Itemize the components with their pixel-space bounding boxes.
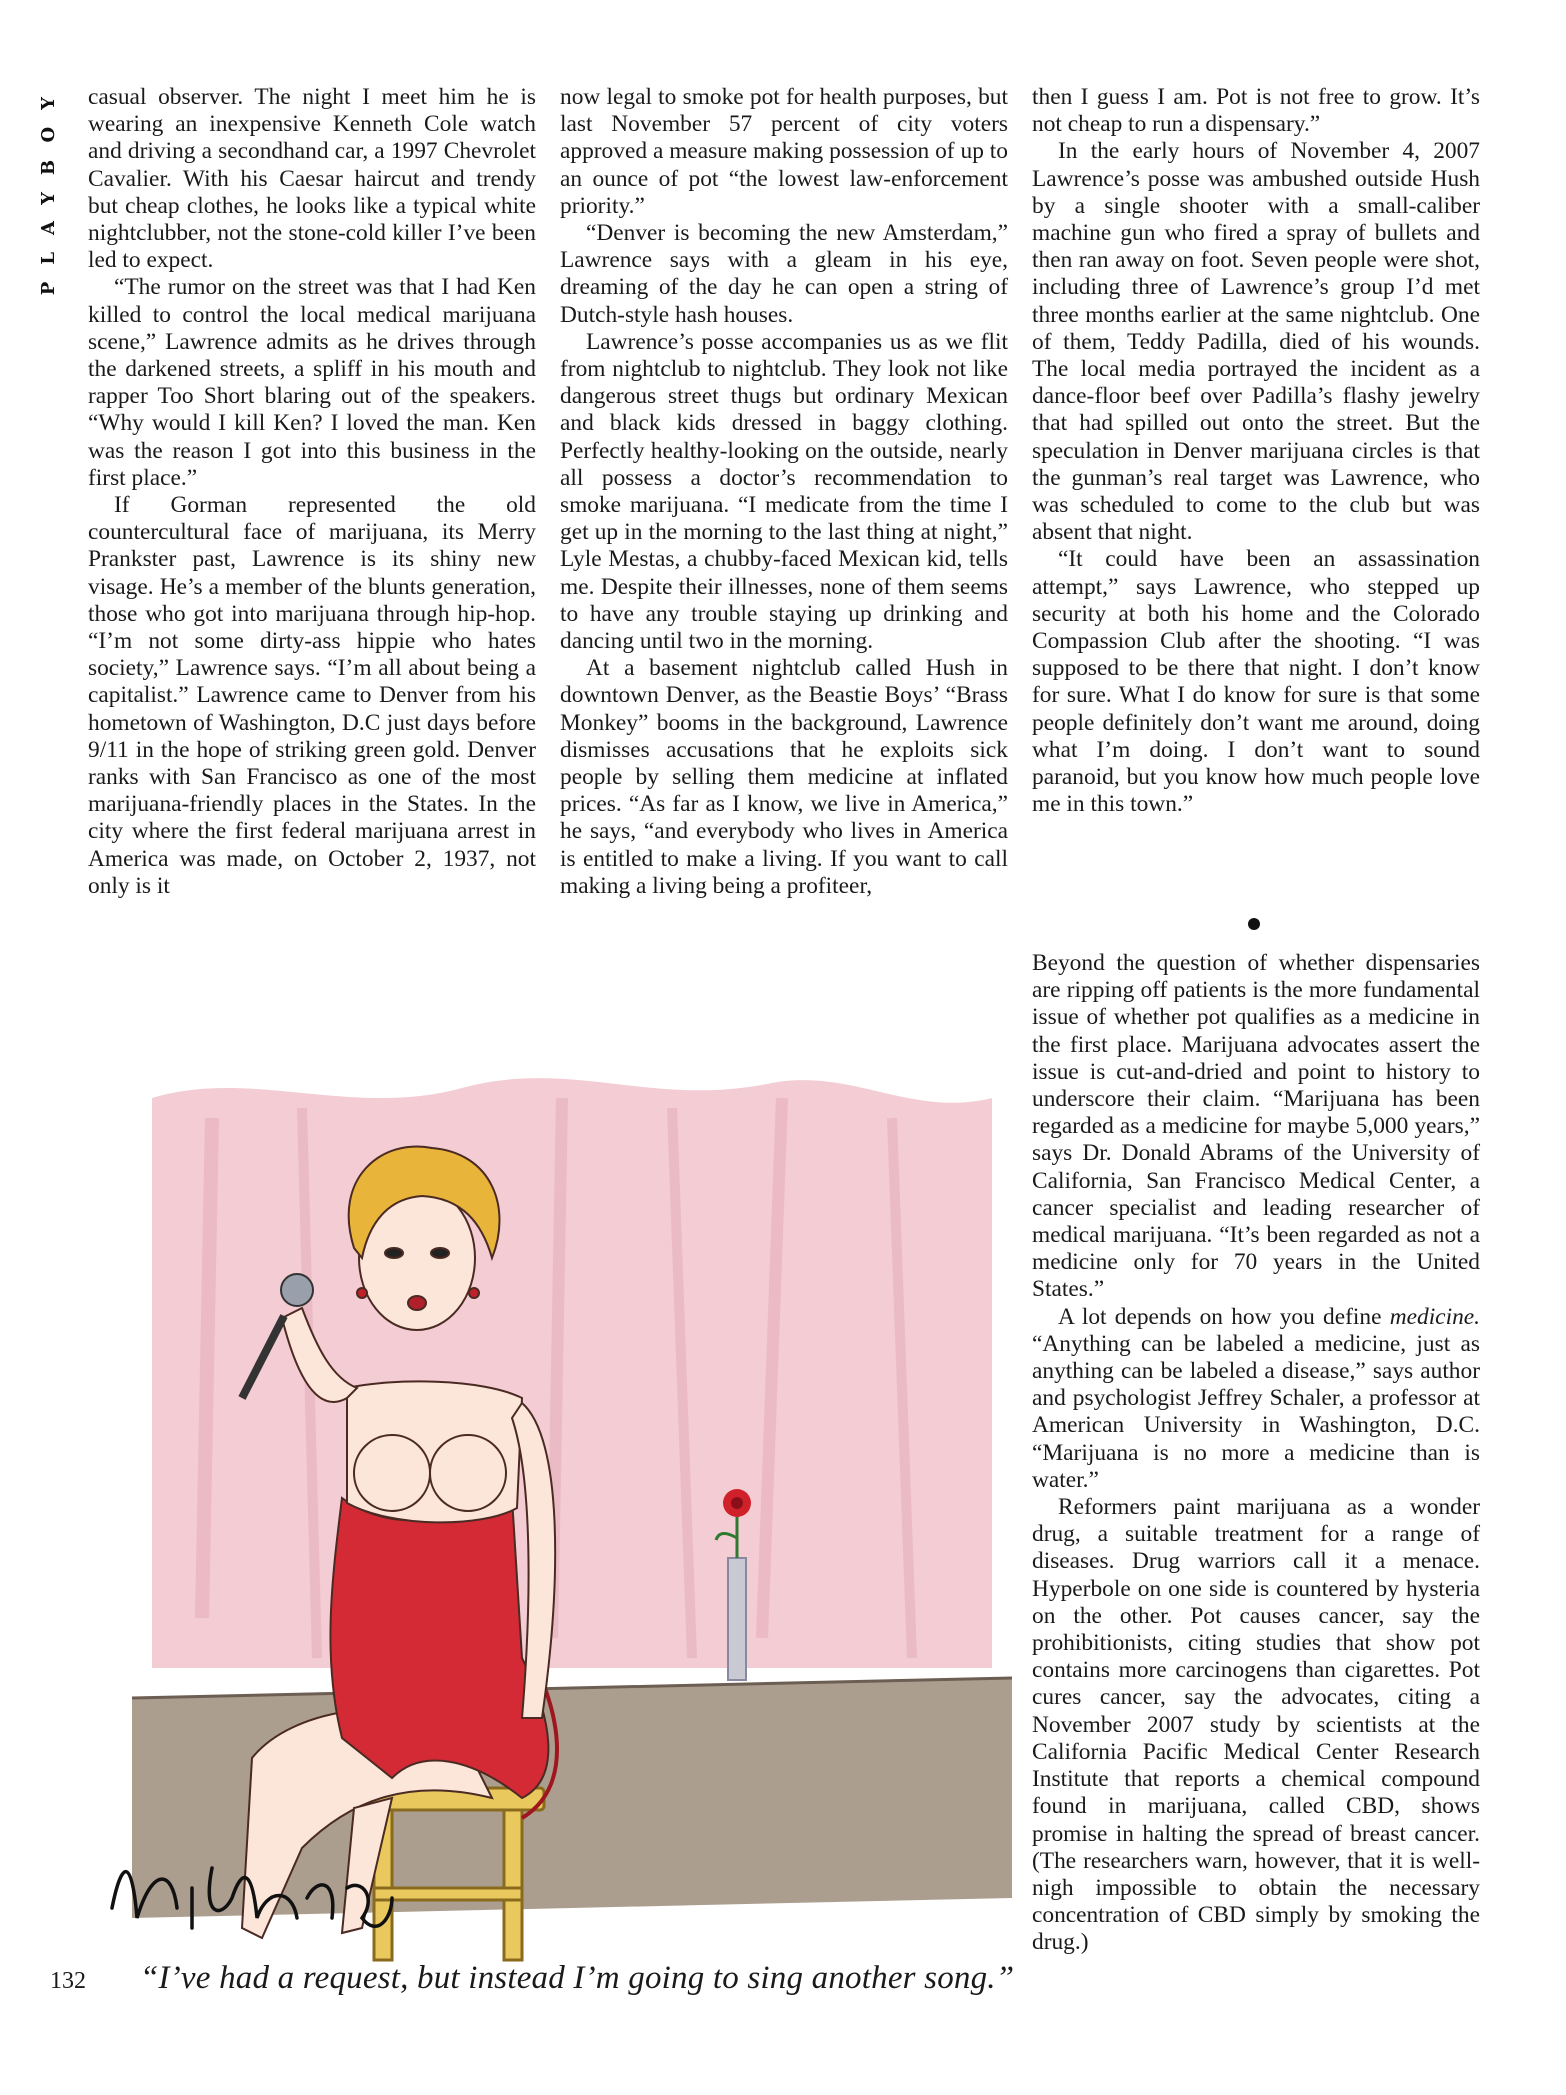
paragraph: now legal to smoke pot for health purposes, but last November 57 percent of city voters approved a measure making possession of up to an ounce of pot “the lowest law-enforcement priority.” bbox=[560, 84, 1008, 219]
emphasized-word: medicine. bbox=[1389, 1303, 1480, 1330]
article-column-3-top bbox=[1032, 84, 1480, 818]
paragraph: A lot depends on how you define medicine. “Anything can be labeled a medicine, just as anything can be labeled a disease,” says author and psychologist Jeffrey Schaler, a professor at American University in Washington, D.C. “Marijuana is no more a medicine than is water.” bbox=[1032, 1303, 1480, 1493]
article-column-1 bbox=[88, 84, 536, 900]
red-dress bbox=[330, 1498, 548, 1798]
paragraph: At a basement nightclub called Hush in downtown Denver, as the Beastie Boys’ “Brass Monkey” booms in the background, Lawrence dismisses accusations that he exploits sick people by selling them medicine at inflated prices. “As far as I know, we live in America,” he says, “and everybody who lives in America is entitled to make a living. If you want to call making a living being a profiteer, bbox=[560, 655, 1008, 899]
paragraph: “Denver is becoming the new Amsterdam,” Lawrence says with a gleam in his eye, dreaming of the day he can open a string of Dutch-style hash houses. bbox=[560, 220, 1008, 328]
section-break-dot bbox=[1248, 918, 1260, 930]
paragraph: “It could have been an assassination attempt,” says Lawrence, who stepped up security at both his home and the Colorado Compassion Club after the shooting. “I was supposed to be there that night. I don’t know for sure. What I do know for sure is that some people definitely don’t want me around, doing what I’m doing. I don’t want to sound paranoid, but you know how much people love me in this town.” bbox=[1032, 546, 1480, 818]
paragraph: Lawrence’s posse accompanies us as we flit from nightclub to nightclub. They look not like dangerous street thugs but ordinary Mexican and black kids dressed in baggy clothing. Perfectly healthy-looking on the outside, nearly all possess a doctor’s recommendation to smoke marijuana. “I medicate from the time I get up in the morning to the last thing at night,” Lyle Mestas, a chubby-faced Mexican kid, tells me. Despite their illnesses, none of them seems to have any trouble staying up drinking and dancing until two in the morning. bbox=[560, 328, 1008, 655]
paragraph: casual observer. The night I meet him he is wearing an inexpensive Kenneth Cole watch and driving a secondhand car, a 1997 Chevrolet Cavalier. With his Caesar haircut and trendy but cheap clothes, he looks like a typical white nightclubber, not the stone-cold killer I’ve been led to expect. bbox=[88, 84, 536, 274]
paragraph: If Gorman represented the old countercultural face of marijuana, its Merry Prankster past, Lawrence is its shiny new visage. He’s a member of the blunts generation, those who got into marijuana through hip-hop. “I’m not some dirty-ass hippie who hates society,” Lawrence says. “I’m all about being a capitalist.” Lawrence came to Denver from his hometown of Washington, D.C just days before 9/11 in the hope of striking green gold. Denver ranks with San Francisco as one of the most marijuana-friendly places in the States. In the city where the first federal marijuana arrest in America was made, on October 2, 1937, not only is it bbox=[88, 492, 536, 899]
masthead: PLAYBOY bbox=[38, 80, 59, 296]
page-number: 132 bbox=[50, 1968, 86, 1994]
paragraph: In the early hours of November 4, 2007 Lawrence’s posse was ambushed outside Hush by a single shooter with a small-caliber machine gun who fired a spray of bullets and then ran away on foot. Seven people were shot, including three of Lawrence’s group I’d met three months earlier at the same nightclub. One of them, Teddy Padilla, died of his wounds. The local media portrayed the incident as a dance-floor beef over Padilla’s flashy jewelry that had spilled out onto the street. But the speculation in Denver marijuana circles is that the gunman’s real target was Lawrence, who was scheduled to come to the club but was absent that night. bbox=[1032, 138, 1480, 546]
article-column-2 bbox=[560, 84, 1008, 900]
curtain-panel bbox=[152, 1078, 992, 1668]
cartoon-illustration bbox=[92, 1058, 1012, 1978]
cartoon-caption: “I’ve had a request, but instead I’m going to sing another song.” bbox=[140, 1960, 1015, 1996]
curtain bbox=[152, 1078, 992, 1668]
paragraph: Reformers paint marijuana as a wonder drug, a suitable treatment for a range of diseases. Drug warriors call it a menace. Hyperbole on one side is countered by hysteria on the other. Pot causes cancer, say the prohibitionists, citing studies that show pot contains more carcinogens than cigarettes. Pot cures cancer, say the advocates, citing a November 2007 study by scientists at the California Pacific Medical Center Research Institute that reports a chemical compound found in marijuana, called CBD, shows promise in halting the spread of breast cancer. (The researchers warn, however, that it is well-nigh impossible to obtain the necessary concentration of CBD simply by smoking the drug.) bbox=[1032, 1494, 1480, 1956]
paragraph: “The rumor on the street was that I had Ken killed to control the local medical marijuana scene,” Lawrence admits as he drives through the darkened streets, a spliff in his mouth and rapper Too Short blaring out of the speakers. “Why would I kill Ken? I loved the man. Ken was the reason I got into this business in the first place.” bbox=[88, 274, 536, 491]
paragraph: then I guess I am. Pot is not free to grow. It’s not cheap to run a dispensary.” bbox=[1032, 84, 1480, 138]
paragraph: Beyond the question of whether dispensaries are ripping off patients is the more fundamental issue of whether pot qualifies as a medicine in the first place. Marijuana advocates assert the issue is cut-and-dried and point to history to underscore their claim. “Marijuana has been regarded as a medicine for maybe 5,000 years,” says Dr. Donald Abrams of the University of California, San Francisco Medical Center, a cancer specialist and leading researcher of medical marijuana. “It’s been regarded as not a medicine only for 70 years in the United States.” bbox=[1032, 950, 1480, 1303]
article-column-3-bottom bbox=[1032, 950, 1480, 1957]
